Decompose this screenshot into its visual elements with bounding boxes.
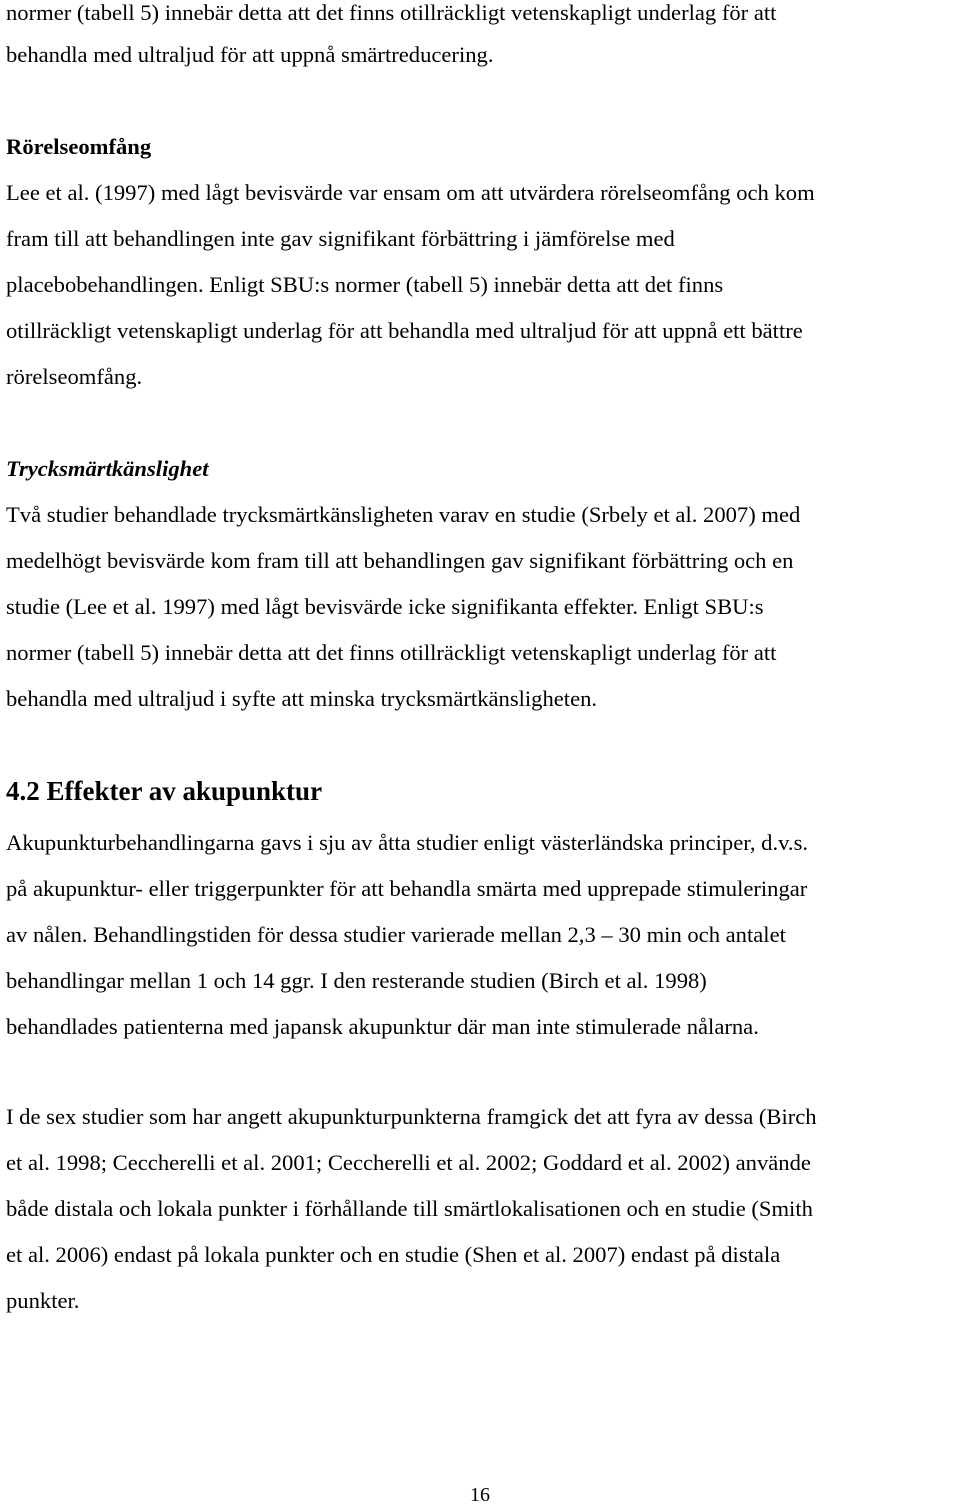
text-line: behandlingar mellan 1 och 14 ggr. I den resterande studien (Birch et al. 1998) xyxy=(6,968,707,993)
text-line: normer (tabell 5) innebär detta att det finns otillräckligt vetenskapligt underlag för att xyxy=(6,640,777,665)
text-line: medelhögt bevisvärde kom fram till att behandlingen gav signifikant förbättring och en xyxy=(6,548,794,573)
text-line: både distala och lokala punkter i förhållande till smärtlokalisationen och en studie (Smith xyxy=(6,1196,813,1221)
text-line: på akupunktur- eller triggerpunkter för att behandla smärta med upprepade stimuleringar xyxy=(6,876,808,901)
text-line: fram till att behandlingen inte gav signifikant förbättring i jämförelse med xyxy=(6,226,675,251)
text-line: Akupunkturbehandlingarna gavs i sju av åtta studier enligt västerländska principer, d.v.s. xyxy=(6,830,809,855)
text-line: punkter. xyxy=(6,1288,80,1313)
text-line: behandla med ultraljud för att uppnå smärtreducering. xyxy=(6,42,494,67)
section-heading-trycksmartkanslighet: Trycksmärtkänslighet xyxy=(6,456,209,481)
text-line: placebobehandlingen. Enligt SBU:s normer (tabell 5) innebär detta att det finns xyxy=(6,272,724,297)
text-line: I de sex studier som har angett akupunkturpunkterna framgick det att fyra av dessa (Birch xyxy=(6,1104,817,1129)
text-line: behandla med ultraljud i syfte att minska trycksmärtkänsligheten. xyxy=(6,686,598,711)
text-line: normer (tabell 5) innebär detta att det finns otillräckligt vetenskapligt underlag för att xyxy=(6,0,777,25)
text-line: otillräckligt vetenskapligt underlag för att behandla med ultraljud för att uppnå ett bättre xyxy=(6,318,803,343)
text-line: studie (Lee et al. 1997) med lågt bevisvärde icke signifikanta effekter. Enligt SBU:s xyxy=(6,594,764,619)
section-heading-rorelseomfang: Rörelseomfång xyxy=(6,134,152,159)
text-line: Två studier behandlade trycksmärtkänsligheten varav en studie (Srbely et al. 2007) med xyxy=(6,502,801,527)
text-line: Lee et al. (1997) med lågt bevisvärde var ensam om att utvärdera rörelseomfång och kom xyxy=(6,180,815,205)
section-heading-akupunktur: 4.2 Effekter av akupunktur xyxy=(6,776,323,806)
page-number: 16 xyxy=(470,1484,490,1506)
text-line: behandlades patienterna med japansk akupunktur där man inte stimulerade nålarna. xyxy=(6,1014,759,1039)
text-line: av nålen. Behandlingstiden för dessa studier varierade mellan 2,3 – 30 min och antalet xyxy=(6,922,786,947)
text-line: rörelseomfång. xyxy=(6,364,143,389)
text-line: et al. 1998; Ceccherelli et al. 2001; Ceccherelli et al. 2002; Goddard et al. 2002) använde xyxy=(6,1150,811,1175)
text-line: et al. 2006) endast på lokala punkter och en studie (Shen et al. 2007) endast på distala xyxy=(6,1242,781,1267)
